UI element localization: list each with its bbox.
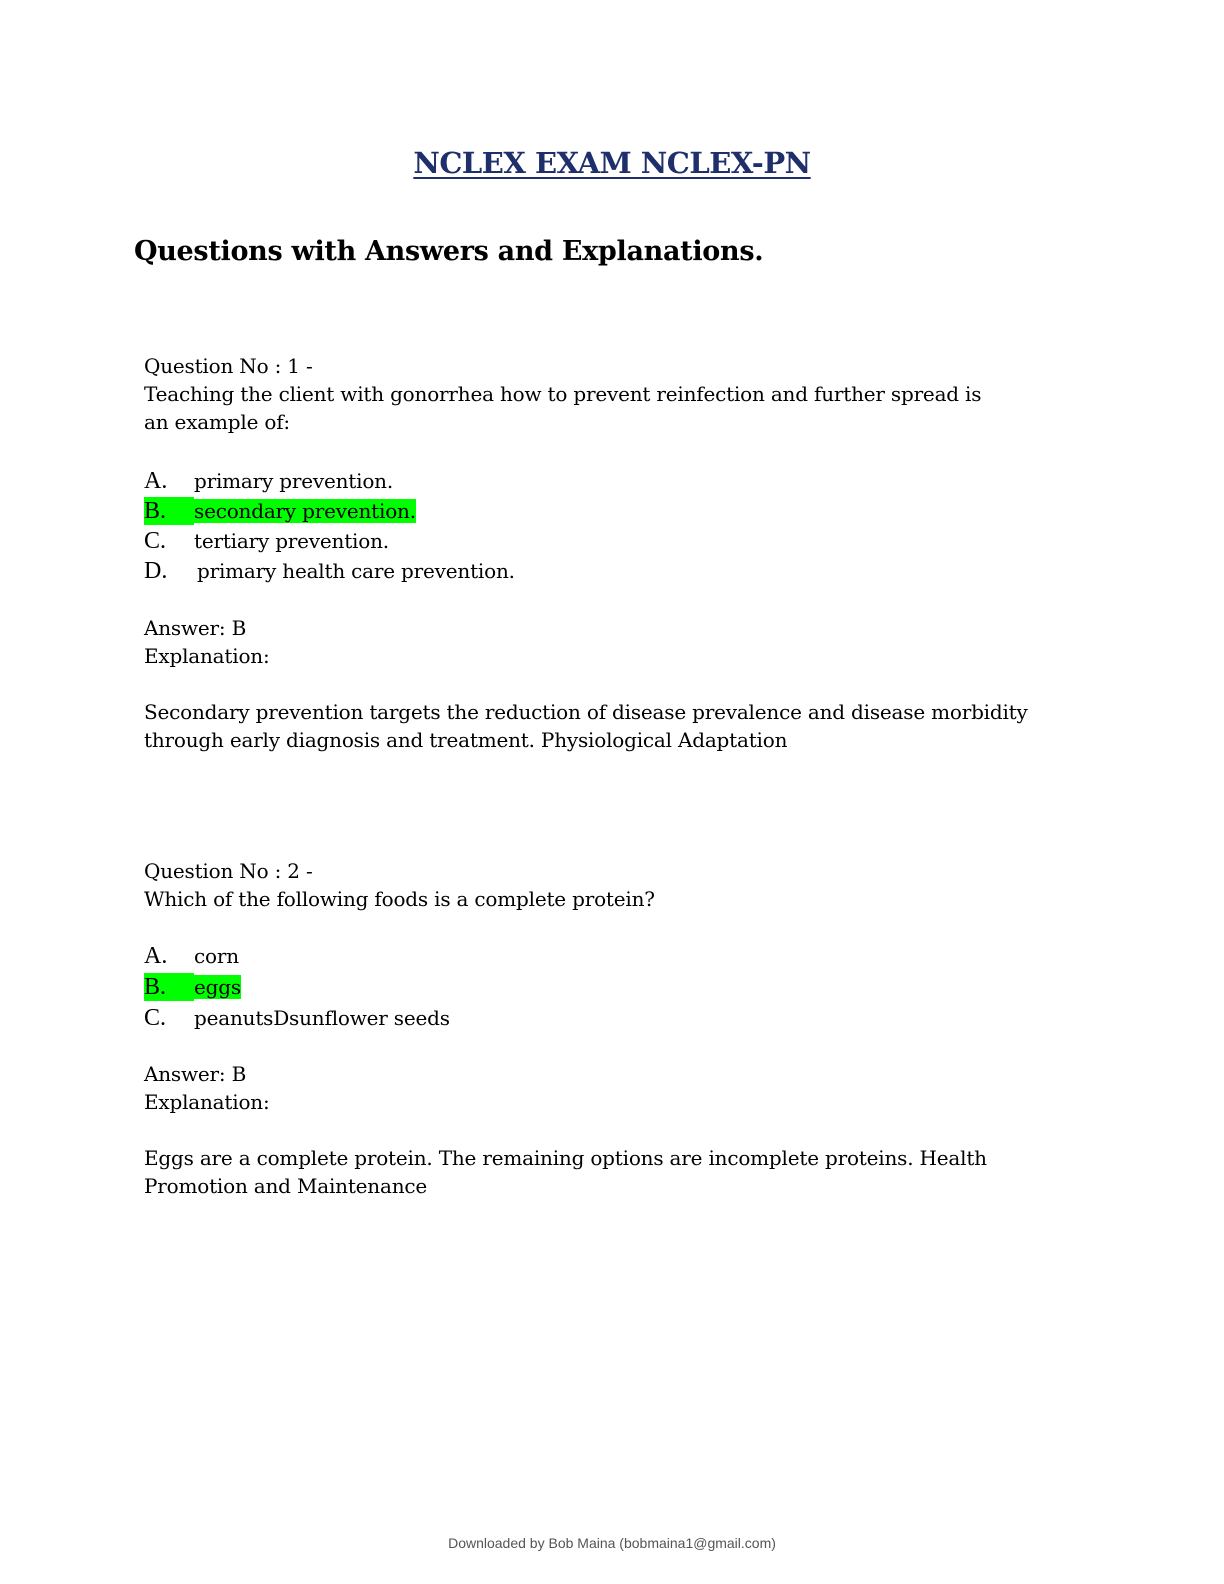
question-2: [144, 857, 1044, 913]
question-1: [144, 352, 1044, 436]
question-text: Teaching the client with gonorrhea how to prevent reinfection and further spread is: [144, 382, 982, 406]
option-text: peanutsDsunflower seeds: [194, 1006, 450, 1030]
option-text: tertiary prevention.: [194, 529, 389, 553]
answer: Answer: B: [144, 1062, 247, 1086]
option-letter: A.: [144, 468, 168, 494]
explanation-label: Explanation:: [144, 644, 270, 668]
question-header: Question No : 1 -: [144, 354, 313, 378]
answer-block-1: [144, 614, 1044, 670]
explanation-label: Explanation:: [144, 1090, 270, 1114]
explanation-1: [144, 698, 1044, 754]
question-text: Which of the following foods is a complete protein?: [144, 887, 655, 911]
download-footer: Downloaded by Bob Maina (bobmaina1@gmail.com): [448, 1535, 776, 1551]
explanation-text: Promotion and Maintenance: [144, 1174, 428, 1198]
option-text: eggs: [194, 975, 241, 999]
document-subtitle: Questions with Answers and Explanations.: [134, 236, 764, 267]
option-a: [144, 467, 393, 495]
answer: Answer: B: [144, 616, 247, 640]
option-letter: A.: [144, 943, 168, 969]
question-text: an example of:: [144, 410, 290, 434]
option-d: [144, 557, 515, 585]
explanation-2: [144, 1144, 1044, 1200]
option-text: secondary prevention.: [194, 499, 416, 523]
option-text: corn: [194, 944, 239, 968]
document-title: NCLEX EXAM NCLEX-PN: [413, 146, 811, 180]
question-header: Question No : 2 -: [144, 859, 313, 883]
explanation-text: through early diagnosis and treatment. Physiological Adaptation: [144, 728, 788, 752]
option-letter: B.: [144, 497, 194, 525]
option-text: primary prevention.: [194, 469, 393, 493]
explanation-text: Eggs are a complete protein. The remaining options are incomplete proteins. Health: [144, 1146, 987, 1170]
option-a: [144, 942, 239, 970]
explanation-text: Secondary prevention targets the reduction of disease prevalence and disease morbidity: [144, 700, 1028, 724]
answer-block-2: [144, 1060, 1044, 1116]
option-b-correct: [144, 497, 416, 525]
option-letter: D.: [144, 558, 168, 584]
option-letter: B.: [144, 973, 194, 1001]
option-letter: C.: [144, 528, 167, 554]
option-letter: C.: [144, 1005, 167, 1031]
option-c: [144, 1004, 450, 1032]
option-c: [144, 527, 389, 555]
option-b-correct: [144, 973, 241, 1001]
option-text: primary health care prevention.: [197, 559, 515, 583]
